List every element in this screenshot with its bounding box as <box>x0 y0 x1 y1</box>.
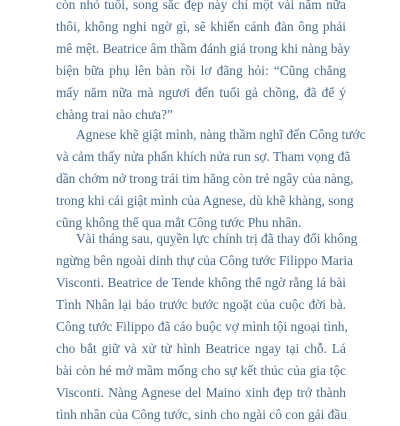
text-line: mấy năm nữa mà ngươi đến tuổi gả chồng, đã để ý <box>56 85 346 100</box>
paragraph-1 <box>56 0 351 126</box>
text-line: Visconti. Beatrice de Tende không thể ngờ rằng lá bài <box>56 275 346 290</box>
text-line: mê mệt. Beatrice âm thầm đánh giá trong khi nàng bày <box>56 41 351 56</box>
text-line: Vài tháng sau, quyền lực chính trị đã thay đổi không <box>76 231 358 246</box>
text-line: thôi, không nghi ngờ gì, sẽ khiến cánh đàn ông phải <box>56 19 346 34</box>
text-line: còn nhỏ tuổi, song sắc đẹp này chỉ một vài năm nữa <box>56 0 346 12</box>
text-line: cho bắt giữ và xử tử hình Beatrice ngay tại chỗ. Lá <box>56 341 346 356</box>
text-line: ngừng bên ngoài dinh thự của Công tước Filippo Maria <box>56 253 353 268</box>
text-line: Visconti. Nàng Agnese del Maino xinh đẹp trở thành <box>56 385 346 400</box>
text-line: tình nhân của Công tước, sinh cho ngài cô con gái đầu <box>56 407 348 422</box>
text-line: và cảm thấy nửa phấn khích nửa run sợ. Tham vọng đã <box>56 149 351 164</box>
text-line: biện bữa phụ lên bàn rồi lơ đãng hỏi: “Cũng chẳng <box>56 63 346 78</box>
text-line: Agnese khẽ giật mình, nàng thầm nghĩ đến Công tước <box>76 127 366 142</box>
text-line: cũng không thể qua mắt Công tước Phu nhân. <box>56 215 302 230</box>
text-line: Tình Nhân lại báo trước bước ngoặt của cuộc đời bà. <box>56 297 346 312</box>
paragraph-3 <box>56 228 358 426</box>
text-line: Công tước Filippo đã cáo buộc vợ mình tội ngoại tình, <box>56 319 348 334</box>
text-line: chàng trai nào chưa?” <box>56 107 173 122</box>
text-line: trong khi cái giật mình của Agnese, dù khẽ khàng, song <box>56 193 354 208</box>
text-line: bài còn hé mở mầm mống cho sự kết thúc của gia tộc <box>56 363 346 378</box>
text-line: dần chớm nở trong trái tim hăng còn trẻ ngây của nàng, <box>56 171 354 186</box>
paragraph-2 <box>56 124 366 234</box>
